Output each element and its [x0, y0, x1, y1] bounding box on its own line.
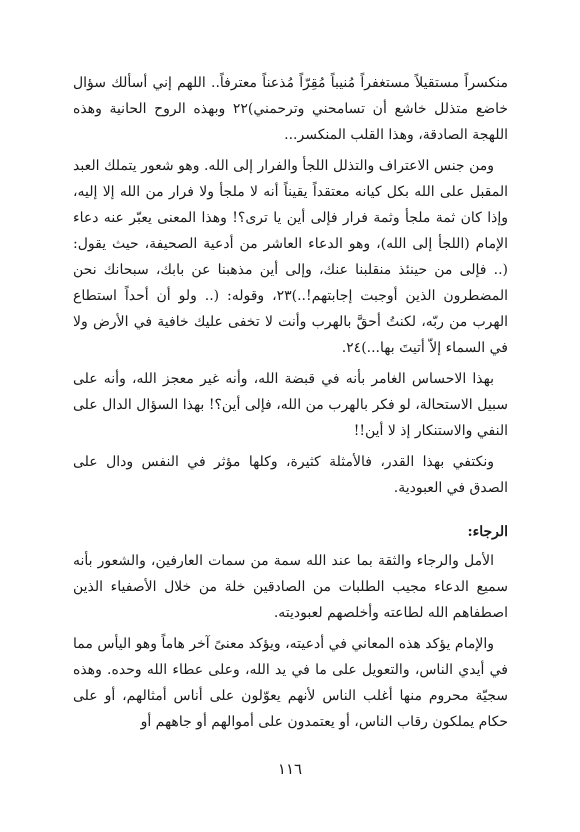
paragraph-6: والإمام يؤكد هذه المعاني في أدعيته، ويؤكد معنىً آخر هاماً وهو اليأس مما في أيدي الناس، والتعويل على ما في يد الله، وعلى عطاء الله وحده. وهذه سجيّة محروم منها أغلب الناس لأنهم يعوّلون على أناس أمثالهم، أو على حكام يملكون رقاب الناس، أو يعتمدون على أموالهم أو جاههم أو	[73, 636, 508, 730]
paragraph-2: ومن جنس الاعتراف والتذلل اللجأ والفرار إلى الله. وهو شعور يتملك العبد المقبل على الله بكل كيانه معتقداً يقيناً أنه لا ملجأ ولا فرار من الله إلا إليه، وإذا كان ثمة ملجأ وثمة فرار فإلى أين يا ترى؟! وهذا المعنى يعبّر عنه دعاء الإمام (اللجأ إلى الله)، وهو الدعاء العاشر من أدعية الصحيفة، حيث يقول: (.. فإلى من حينئذ منقلبنا عنك، وإلى أين مذهبنا عن بابك، سبحانك نحن المضطرون الذين أوجبت إجابتهم!..)٢٣، وقوله: (.. ولو أن أحداً استطاع الهرب من ربّه، لكنتُ أحقَّ بالهرب وأنت لا تخفى عليك خافية في الأرض ولا في السماء إلاّ أتيتَ بها...)٢٤.	[73, 158, 508, 356]
page-number: ١١٦	[277, 760, 303, 778]
paragraph-1: منكسراً مستقيلاً مستغفراً مُنيباً مُقِرّاً مُذعناً معترفاً.. اللهم إني أسألك سؤال خاضع متذلل خاشع أن تسامحني وترحمني)٢٢ وبهذه الروح الحانية وهذه اللهجة الصادقة، وهذا القلب المنكسر...	[73, 75, 508, 143]
paragraph-5: الأمل والرجاء والثقة بما عند الله سمة من سمات العارفين، والشعور بأنه سميع الدعاء مجيب الطلبات من الصادقين خلة من خلال الأصفياء الذين اصطفاهم الله لطاعته وأخلصهم لعبوديته.	[73, 553, 508, 621]
paragraph-4: ونكتفي بهذا القدر، فالأمثلة كثيرة، وكلها مؤثر في النفس ودال على الصدق في العبودية.	[73, 454, 508, 496]
section-heading-hope: الرجاء:	[467, 524, 508, 540]
document-body	[73, 70, 508, 740]
paragraph-3: بهذا الاحساس الغامر بأنه في قبضة الله، وأنه غير معجز الله، وأنه على سبيل الاستحالة، لو فكر بالهرب من الله، فإلى أين؟! بهذا السؤال الدال على النفي والاستنكار إذ لا أين!!	[73, 371, 508, 439]
